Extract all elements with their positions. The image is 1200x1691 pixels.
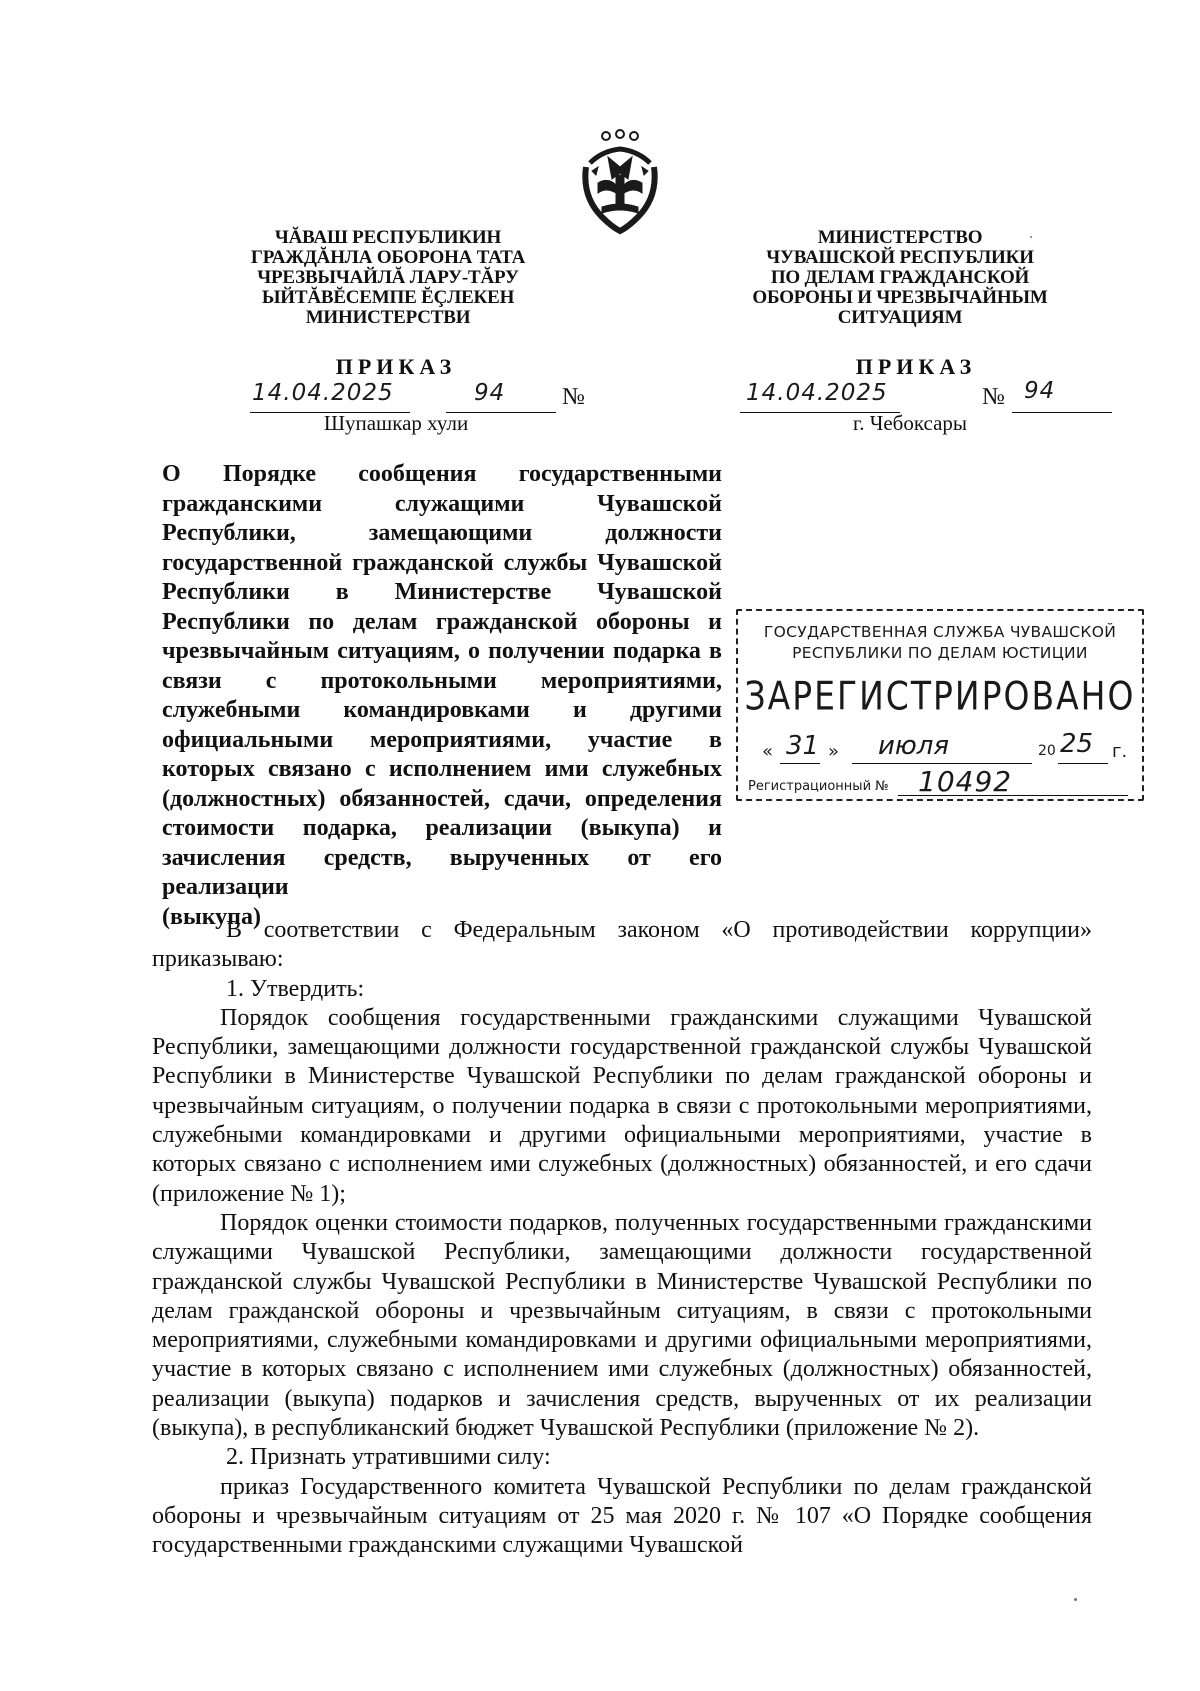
header-right-line: ЧУВАШСКОЙ РЕСПУБЛИКИ — [766, 247, 1034, 268]
stamp-agency-line2: РЕСПУБЛИКИ ПО ДЕЛАМ ЮСТИЦИИ — [792, 644, 1088, 662]
header-right — [730, 228, 1070, 328]
order-title-last-line: (выкупа) — [162, 903, 261, 930]
handwritten-date-right: 14.04.2025 — [746, 380, 888, 406]
stamp-agency-line1: ГОСУДАРСТВЕННАЯ СЛУЖБА ЧУВАШСКОЙ — [763, 623, 1117, 641]
stamp-date — [762, 729, 1132, 765]
doc-type-left: ПРИКАЗ — [335, 354, 457, 379]
stamp-day-underline — [780, 763, 820, 764]
stamp-day: 31 — [786, 731, 820, 761]
registration-stamp — [736, 609, 1144, 801]
header-left-line: МИНИСТЕРСТВИ — [305, 307, 471, 328]
stamp-quote-open: « — [762, 741, 774, 762]
header-left — [208, 228, 568, 328]
stamp-year-unit: г. — [1112, 741, 1128, 762]
doc-type-right: ПРИКАЗ — [855, 354, 977, 379]
header-left-line: ГРАЖДĂНЛА ОБОРОНА ТАТА — [250, 247, 526, 268]
scan-speck — [1074, 1598, 1077, 1601]
order-body — [152, 916, 1092, 1561]
header-right-line: ОБОРОНЫ И ЧРЕЗВЫЧАЙНЫМ — [752, 287, 1048, 308]
handwritten-number-left: 94 — [474, 380, 506, 406]
handwritten-date-left: 14.04.2025 — [252, 380, 394, 406]
header-left-line: ЧĂВАШ РЕСПУБЛИКИН — [274, 227, 502, 248]
header-left-line: ЫЙТĂВĔСЕМПЕ ĔÇЛЕКЕН — [261, 287, 515, 308]
body-paragraph: приказ Государственного комитета Чувашской Республики по делам гражданской обороны и чрезвычайным ситуациям от 25 мая 2020 г. № 107 «О Порядке сообщения государственными гражданскими служащими Чувашской — [152, 1473, 1092, 1559]
city-left: Шупашкар хули — [323, 411, 469, 435]
scan-speck — [1030, 236, 1032, 238]
stamp-year-underline — [1058, 763, 1108, 764]
header-right-line: СИТУАЦИЯМ — [837, 307, 963, 328]
stamp-year-suffix: 25 — [1060, 729, 1094, 759]
body-paragraph: 1. Утвердить: — [226, 975, 365, 1002]
stamp-reg-number: 10492 — [918, 765, 1013, 798]
stamp-quote-close: » — [828, 741, 840, 762]
number-sign-right: № — [982, 384, 1005, 410]
order-title — [162, 460, 722, 932]
body-paragraph: 2. Признать утратившими силу: — [226, 1444, 551, 1471]
stamp-year-prefix: 20 — [1038, 743, 1056, 759]
stamp-reg-underline — [898, 795, 1128, 796]
stamp-reg-label: Регистрационный № — [748, 779, 889, 794]
stamp-registered-label: ЗАРЕГИСТРИРОВАНО — [744, 672, 1136, 719]
stamp-month-underline — [852, 763, 1032, 764]
body-paragraph: Порядок оценки стоимости подарков, полученных государственными гражданскими служащими Чувашской Республики, замещающими должности государственной гражданской службы Чувашской Республики в Министерстве Чувашской Республики по делам гражданской обороны и чрезвычайным ситуациям, в связи с протокольными мероприятиями, служебными командировками и другими официальными мероприятиями, участие в которых связано с исполнением ими служебных (должностных) обязанностей, реализации (выкупа) подарков и зачисления средств, вырученных от их реализации (выкупа), в республиканский бюджет Чувашской Республики (приложение № 2). — [152, 1209, 1092, 1442]
stamp-month: июля — [878, 731, 950, 761]
stamp-registration-number — [748, 765, 1138, 799]
body-paragraph: В соответствии с Федеральным законом «О противодействии коррупции» приказываю: — [152, 917, 1092, 973]
city-right: г. Чебоксары — [852, 411, 968, 435]
header-right-line: ПО ДЕЛАМ ГРАЖДАНСКОЙ — [770, 267, 1030, 288]
body-paragraph: Порядок сообщения государственными гражданскими служащими Чувашской Республики, замещающими должности государственной гражданской службы Чувашской Республики в Министерстве Чувашской Республики по делам гражданской обороны и чрезвычайным ситуациям, о получении подарка в связи с протокольными мероприятиями, служебными командировками и другими официальными мероприятиями, участие в которых связано с исполнением ими служебных (должностных) обязанностей, и его сдачи (приложение № 1); — [152, 1004, 1092, 1207]
order-title-text: О Порядке сообщения государственными гражданскими служащими Чувашской Республики, замещающими должности государственной гражданской службы Чувашской Республики в Министерстве Чувашской Республики по делам гражданской обороны и чрезвычайным ситуациям, о получении подарка в связи с протокольными мероприятиями, служебными командировками и другими официальными мероприятиями, участие в которых связано с исполнением ими служебных (должностных) обязанностей, сдачи, определения стоимости подарка, реализации (выкупа) и зачисления средств, вырученных от его реализации — [162, 461, 722, 900]
handwritten-number-right: 94 — [1024, 378, 1056, 404]
header-left-line: ЧРЕЗВЫЧАЙЛĂ ЛАРУ-ТĂРУ — [257, 267, 519, 288]
chuvash-emblem-icon — [572, 127, 668, 239]
number-sign-left: № — [562, 384, 585, 410]
header-right-line: МИНИСТЕРСТВО — [817, 227, 983, 248]
